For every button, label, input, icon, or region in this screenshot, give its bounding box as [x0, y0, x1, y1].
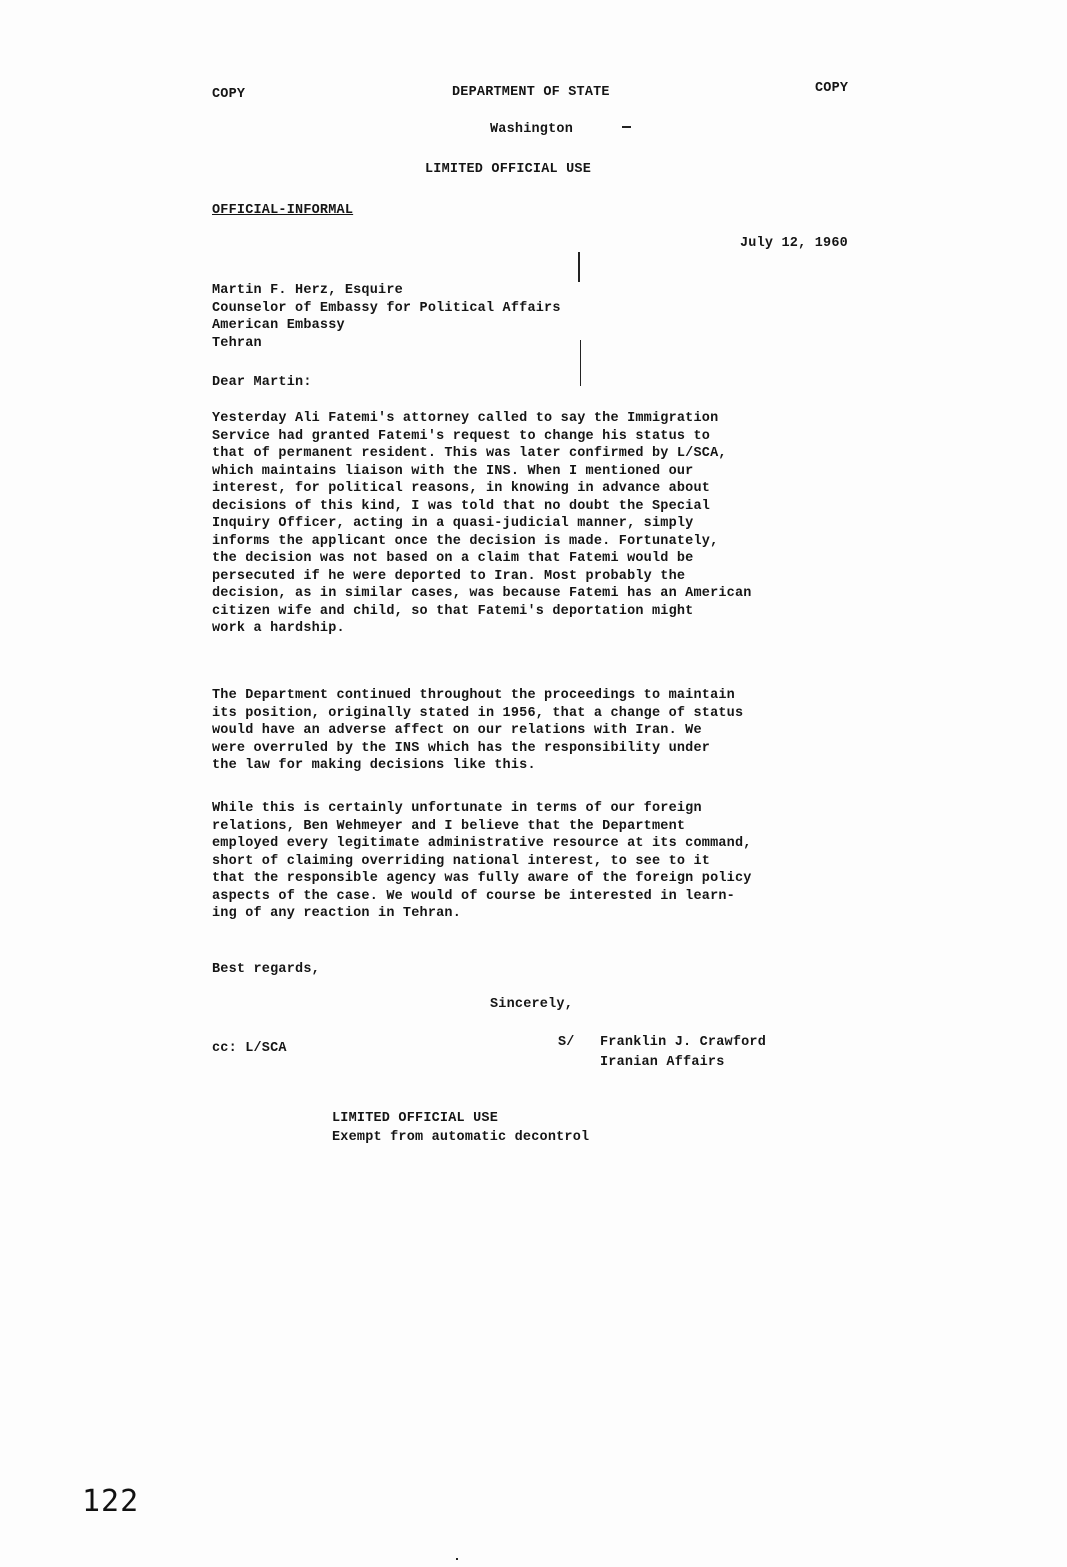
recipient-address: [212, 282, 561, 352]
signature-mark: S/: [558, 1035, 575, 1050]
regards-line: Best regards,: [212, 962, 320, 977]
text-line: work a hardship.: [212, 621, 345, 636]
drafting-office: cc: L/SCA: [212, 1041, 287, 1056]
text-line: informs the applicant once the decision is made. Fortunately,: [212, 533, 719, 549]
text-line: citizen wife and child, so that Fatemi's deportation might: [212, 603, 694, 619]
address-line: Tehran: [212, 335, 262, 351]
copy-stamp-left: COPY: [212, 87, 246, 102]
text-line: Yesterday Ali Fatemi's attorney called to say the Immigration: [212, 411, 719, 426]
text-line: the law for making decisions like this.: [212, 758, 536, 773]
ink-mark: [578, 252, 580, 282]
exempt-notice: Exempt from automatic decontrol: [332, 1130, 590, 1145]
letterhead-city: Washington: [490, 122, 574, 137]
text-line: that of permanent resident. This was later confirmed by L/SCA,: [212, 446, 727, 461]
ink-mark: [622, 126, 631, 128]
text-line: relations, Ben Wehmeyer and I believe that the Department: [212, 818, 686, 834]
salutation: Dear Martin:: [212, 375, 312, 390]
text-line: The Department continued throughout the proceedings to maintain: [212, 688, 735, 703]
address-line: American Embassy: [212, 318, 345, 333]
text-line: interest, for political reasons, in knowing in advance about: [212, 481, 711, 496]
letter-date: July 12, 1960: [740, 236, 848, 251]
copy-stamp-right: COPY: [815, 81, 849, 96]
text-line: Service had granted Fatemi's request to change his status to: [212, 428, 711, 444]
text-line: were overruled by the INS which has the responsibility under: [212, 740, 711, 756]
classification-header: LIMITED OFFICIAL USE: [425, 162, 592, 177]
complimentary-close: Sincerely,: [490, 997, 574, 1012]
body-paragraph-3: [212, 800, 862, 923]
page-number: 122: [82, 1484, 140, 1519]
text-line: decision, as in similar cases, was because Fatemi has an American: [212, 586, 752, 601]
signer-name: Franklin J. Crawford: [600, 1035, 767, 1050]
ink-mark: [456, 1558, 458, 1560]
text-line: would have an adverse affect on our relations with Iran. We: [212, 723, 702, 738]
text-line: the decision was not based on a claim that Fatemi would be: [212, 551, 694, 566]
text-line: its position, originally stated in 1956, that a change of status: [212, 705, 744, 721]
text-line: decisions of this kind, I was told that no doubt the Special: [212, 498, 711, 514]
ink-mark: [580, 340, 581, 386]
letterhead-department: DEPARTMENT OF STATE: [452, 85, 610, 100]
text-line: ing of any reaction in Tehran.: [212, 906, 462, 921]
text-line: which maintains liaison with the INS. When I mentioned our: [212, 463, 694, 479]
text-line: aspects of the case. We would of course be interested in learn-: [212, 888, 735, 904]
text-line: Inquiry Officer, acting in a quasi-judicial manner, simply: [212, 516, 694, 531]
classification-footer: LIMITED OFFICIAL USE: [332, 1111, 499, 1126]
address-line: Counselor of Embassy for Political Affairs: [212, 300, 561, 316]
body-paragraph-2: [212, 687, 862, 775]
signer-office: Iranian Affairs: [600, 1055, 725, 1070]
text-line: employed every legitimate administrative resource at its command,: [212, 836, 752, 851]
text-line: While this is certainly unfortunate in terms of our foreign: [212, 801, 702, 816]
body-paragraph-1: [212, 410, 862, 638]
address-line: Martin F. Herz, Esquire: [212, 283, 403, 298]
informal-marking: OFFICIAL-INFORMAL: [212, 203, 354, 218]
text-line: that the responsible agency was fully aware of the foreign policy: [212, 871, 752, 886]
text-line: short of claiming overriding national interest, to see to it: [212, 853, 711, 869]
text-line: persecuted if he were deported to Iran. Most probably the: [212, 568, 686, 584]
